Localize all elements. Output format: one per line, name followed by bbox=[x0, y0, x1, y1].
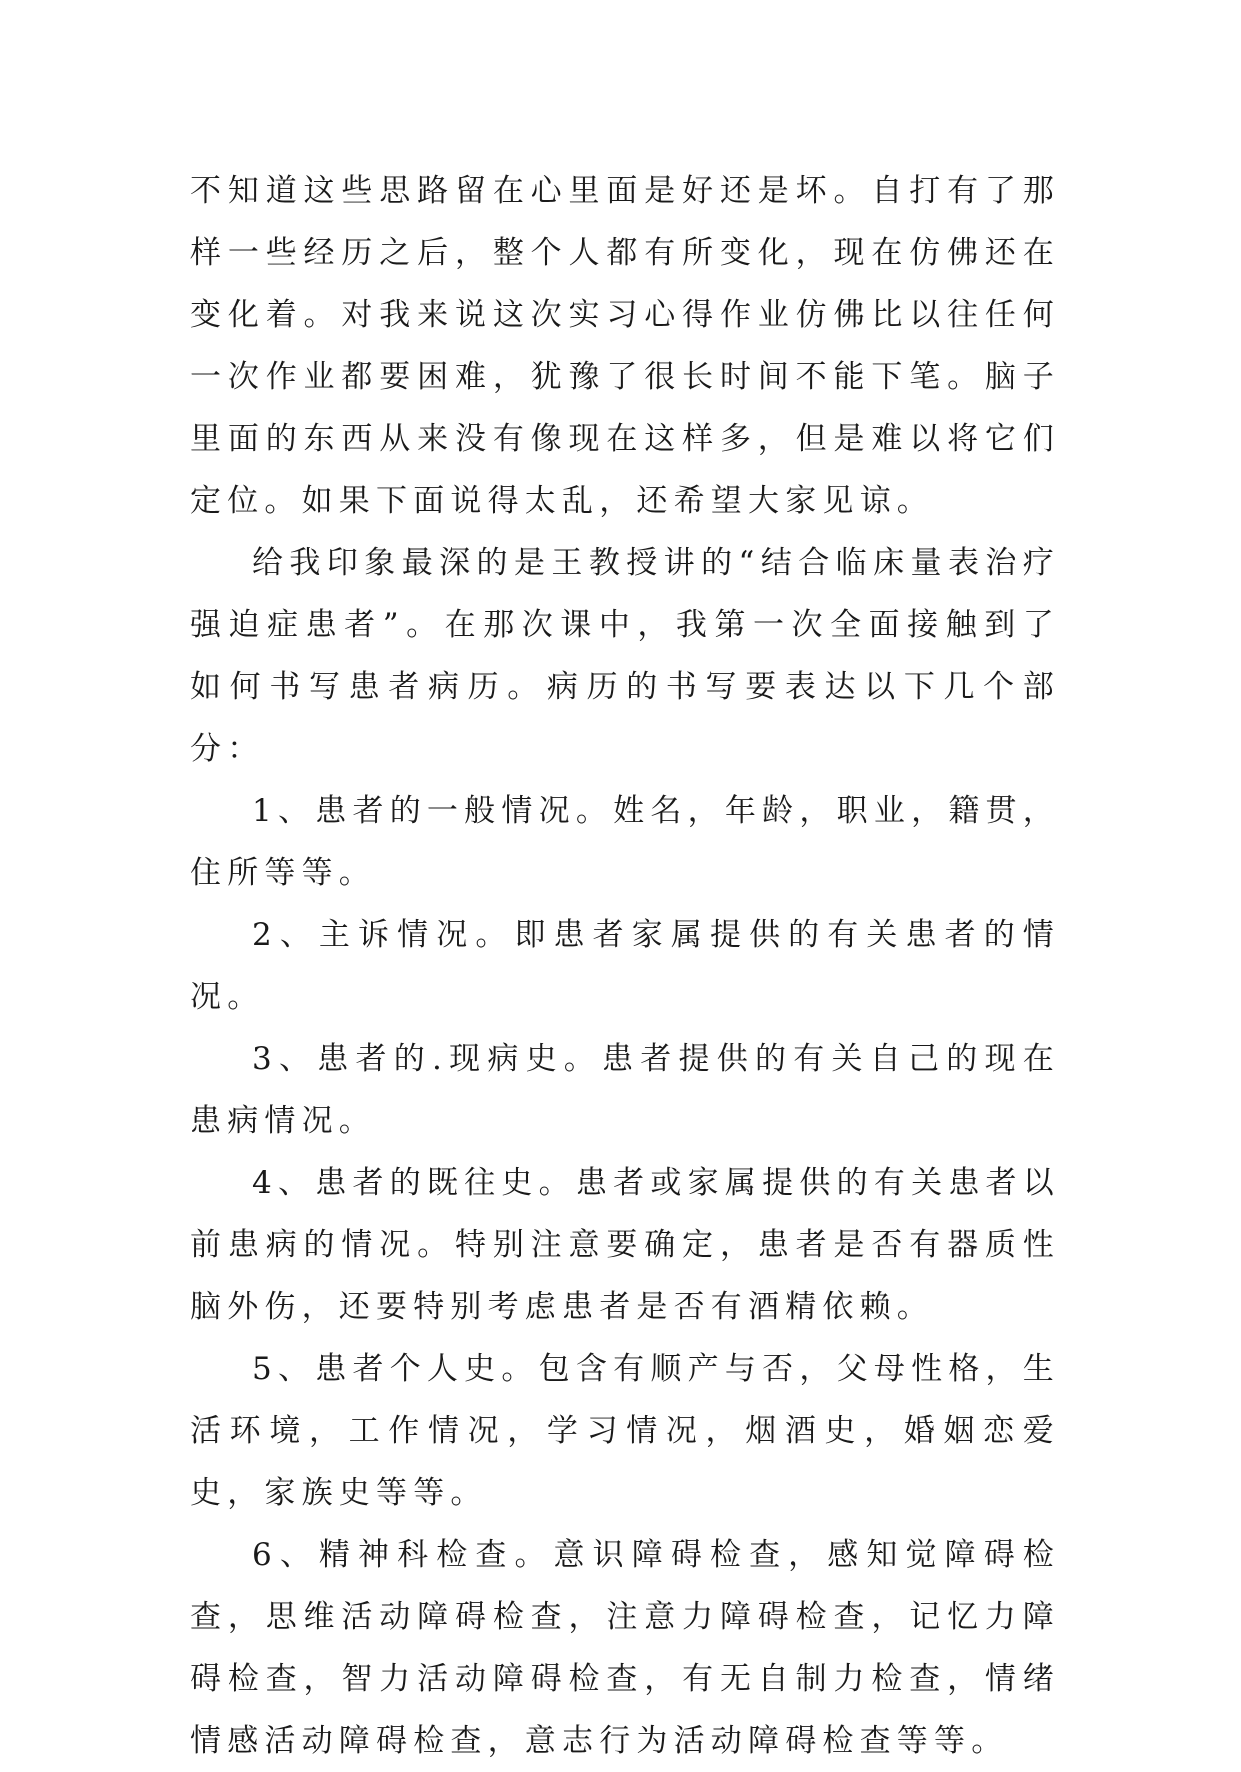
list-item-2: 2、主诉情况。即患者家属提供的有关患者的情况。 bbox=[190, 917, 1060, 1015]
list-item-4: 4、患者的既往史。患者或家属提供的有关患者以前患病的情况。特别注意要确定，患者是否有器质性脑外伤，还要特别考虑患者是否有酒精依赖。 bbox=[190, 1165, 1060, 1325]
list-item-6: 6、精神科检查。意识障碍检查，感知觉障碍检查，思维活动障碍检查，注意力障碍检查，记忆力障碍检查，智力活动障碍检查，有无自制力检查，情绪情感活动障碍检查，意志行为活动障碍检查等等。 bbox=[190, 1537, 1060, 1759]
list-item-5: 5、患者个人史。包含有顺产与否，父母性格，生活环境，工作情况，学习情况，烟酒史，婚姻恋爱史，家族史等等。 bbox=[190, 1351, 1060, 1511]
paragraph-1: 不知道这些思路留在心里面是好还是坏。自打有了那样一些经历之后，整个人都有所变化，现在仿佛还在变化着。对我来说这次实习心得作业仿佛比以往任何一次作业都要困难，犹豫了很长时间不能下笔。脑子里面的东西从来没有像现在这样多，但是难以将它们定位。如果下面说得太乱，还希望大家见谅。 bbox=[190, 173, 1060, 519]
body-text bbox=[190, 160, 1060, 1772]
paragraph-2: 给我印象最深的是王教授讲的“结合临床量表治疗强迫症患者”。在那次课中，我第一次全面接触到了如何书写患者病历。病历的书写要表达以下几个部分： bbox=[190, 545, 1060, 767]
list-item-3: 3、患者的.现病史。患者提供的有关自己的现在患病情况。 bbox=[190, 1041, 1060, 1139]
list-item-1: 1、患者的一般情况。姓名，年龄，职业，籍贯，住所等等。 bbox=[190, 793, 1060, 891]
